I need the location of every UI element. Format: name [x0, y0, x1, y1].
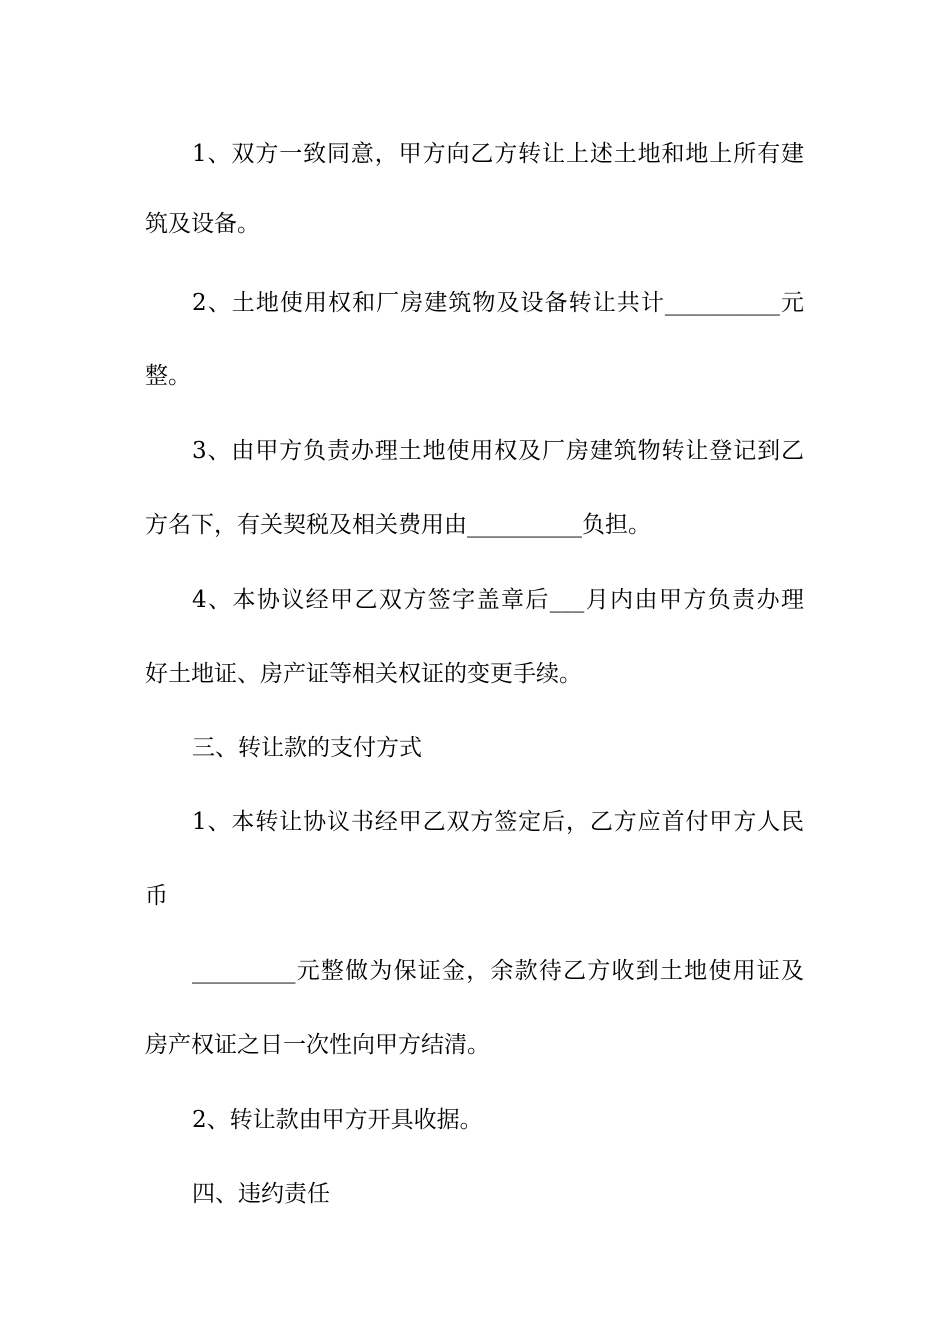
section-4-heading: 四、违约责任 — [192, 1181, 330, 1207]
clause-2-1-line-2: 筑及设备。 — [145, 211, 260, 237]
section-3-heading: 三、转让款的支付方式 — [192, 735, 422, 761]
clause-3-1-line-3: _________元整做为保证金，余款待乙方收到土地使用证及 — [192, 958, 804, 984]
clause-2-3-line-1: 3、由甲方负责办理土地使用权及厂房建筑物转让登记到乙 — [192, 438, 804, 464]
clause-2-1-line-1: 1、双方一致同意，甲方向乙方转让上述土地和地上所有建 — [192, 141, 804, 167]
clause-2-2-line-2: 整。 — [145, 363, 191, 389]
clause-3-1-line-2: 币 — [145, 883, 168, 909]
clause-3-1-line-4: 房产权证之日一次性向甲方结清。 — [145, 1032, 490, 1058]
clause-2-4-line-2: 好土地证、房产证等相关权证的变更手续。 — [145, 661, 582, 687]
clause-3-1-line-1: 1、本转让协议书经甲乙双方签定后，乙方应首付甲方人民 — [192, 809, 804, 835]
clause-2-4-line-1: 4、本协议经甲乙双方签字盖章后___月内由甲方负责办理 — [192, 587, 804, 613]
clause-2-3-line-2: 方名下，有关契税及相关费用由__________负担。 — [145, 512, 651, 538]
clause-3-2-line-1: 2、转让款由甲方开具收据。 — [192, 1107, 483, 1133]
clause-2-2-line-1: 2、土地使用权和厂房建筑物及设备转让共计__________元 — [192, 290, 804, 316]
